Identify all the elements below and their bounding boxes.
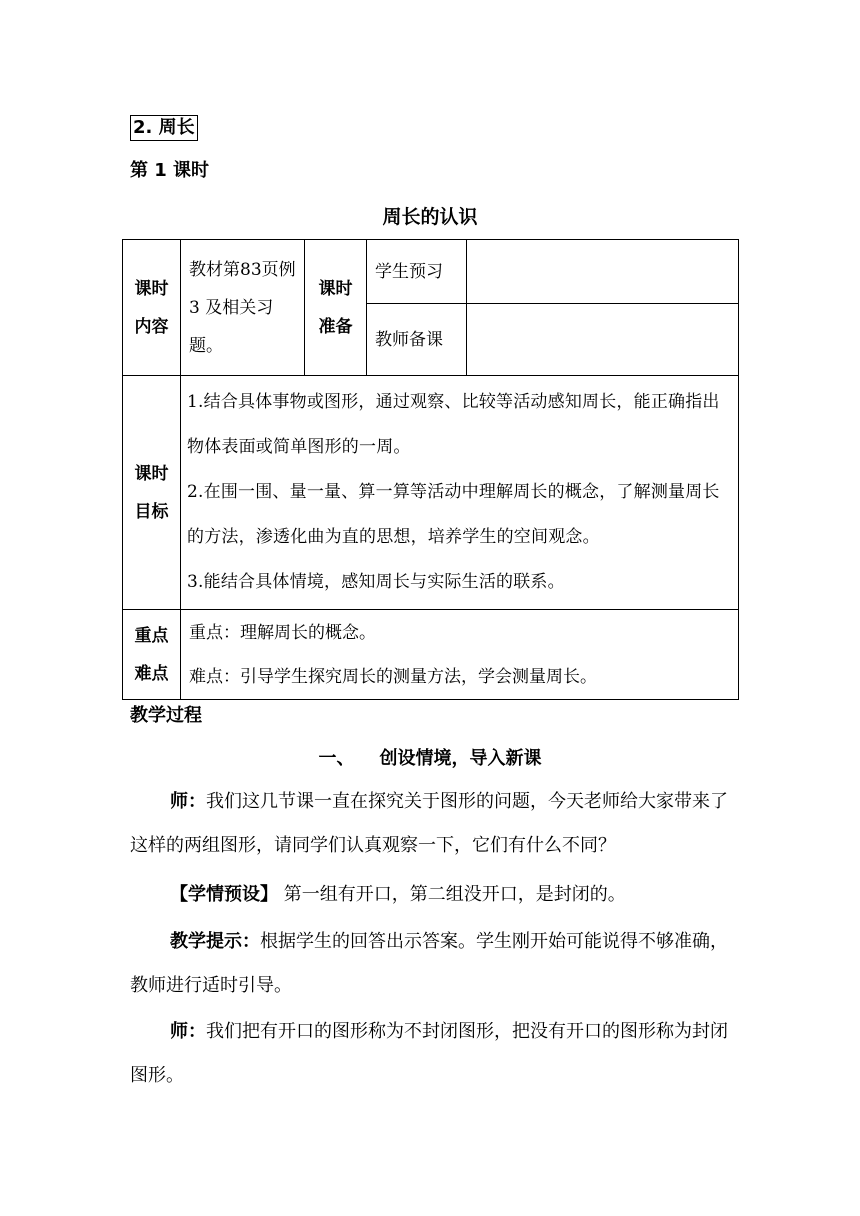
goal-item: 2.在围一围、量一量、算一算等活动中理解周长的概念，了解测量周长的方法，渗透化曲为直的思想，培养学生的空间观念。: [187, 482, 720, 547]
key-point: 重点：理解周长的概念。: [189, 622, 376, 643]
paragraph-label: 师：: [170, 791, 206, 812]
goal-item: 3.能结合具体情境，感知周长与实际生活的联系。: [187, 572, 565, 592]
content-label-line2: 内容: [134, 316, 169, 337]
paragraph-text: 我们把有开口的图形称为不封闭图形，把没有开口的图形称为封闭图形。: [130, 1021, 728, 1086]
content-text: 教材第83页例 3 及相关习题。: [181, 240, 305, 376]
lesson-plan-table: [122, 239, 739, 700]
goals-label-line2: 目标: [134, 501, 169, 522]
goals-label-line1: 课时: [134, 463, 169, 484]
section-heading: 一、 创设情境，导入新课: [318, 748, 542, 769]
prep-label: [305, 240, 367, 376]
paragraph-text: 我们这几节课一直在探究关于图形的问题，今天老师给大家带来了这样的两组图形，请同学们认真观察一下，它们有什么不同？: [130, 791, 728, 856]
difficulty-point: 难点：引导学生探究周长的测量方法，学会测量周长。: [189, 666, 597, 687]
paragraph: [130, 873, 740, 917]
teaching-process-heading: 教学过程: [130, 705, 202, 726]
prep-label-line2: 准备: [318, 316, 353, 337]
paragraph-text: 根据学生的回答出示答案。学生刚开始可能说得不够准确，教师进行适时引导。: [130, 931, 728, 996]
paragraph-text: 第一组有开口，第二组没开口，是封闭的。: [278, 884, 626, 905]
student-prep-value: [467, 240, 739, 304]
paragraph: [130, 920, 740, 1008]
prep-label-line1: 课时: [318, 278, 353, 299]
paragraph-label: 【学情预设】: [170, 884, 278, 905]
teacher-prep-value: [467, 304, 739, 376]
content-label: [123, 240, 181, 376]
paragraph-label: 教学提示：: [170, 931, 260, 952]
paragraph-label: 师：: [170, 1021, 206, 1042]
key-difficulty-cell: [181, 610, 739, 700]
key-label: 重点: [134, 625, 169, 646]
goals-label: [123, 376, 181, 610]
content-label-line1: 课时: [134, 278, 169, 299]
paragraph: [130, 1010, 740, 1098]
difficulty-label: 难点: [134, 663, 169, 684]
lesson-period: 第 1 课时: [130, 160, 210, 181]
teacher-prep-label: 教师备课: [367, 304, 467, 376]
section-number: 2. 周长: [130, 115, 198, 141]
goal-item: 1.结合具体事物或图形，通过观察、比较等活动感知周长，能正确指出物体表面或简单图形的一周。: [187, 392, 720, 457]
goals-cell: [181, 376, 739, 610]
paragraph: [130, 780, 740, 868]
document-title: 周长的认识: [382, 206, 478, 228]
key-difficulty-label: [123, 610, 181, 700]
student-prep-label: 学生预习: [367, 240, 467, 304]
